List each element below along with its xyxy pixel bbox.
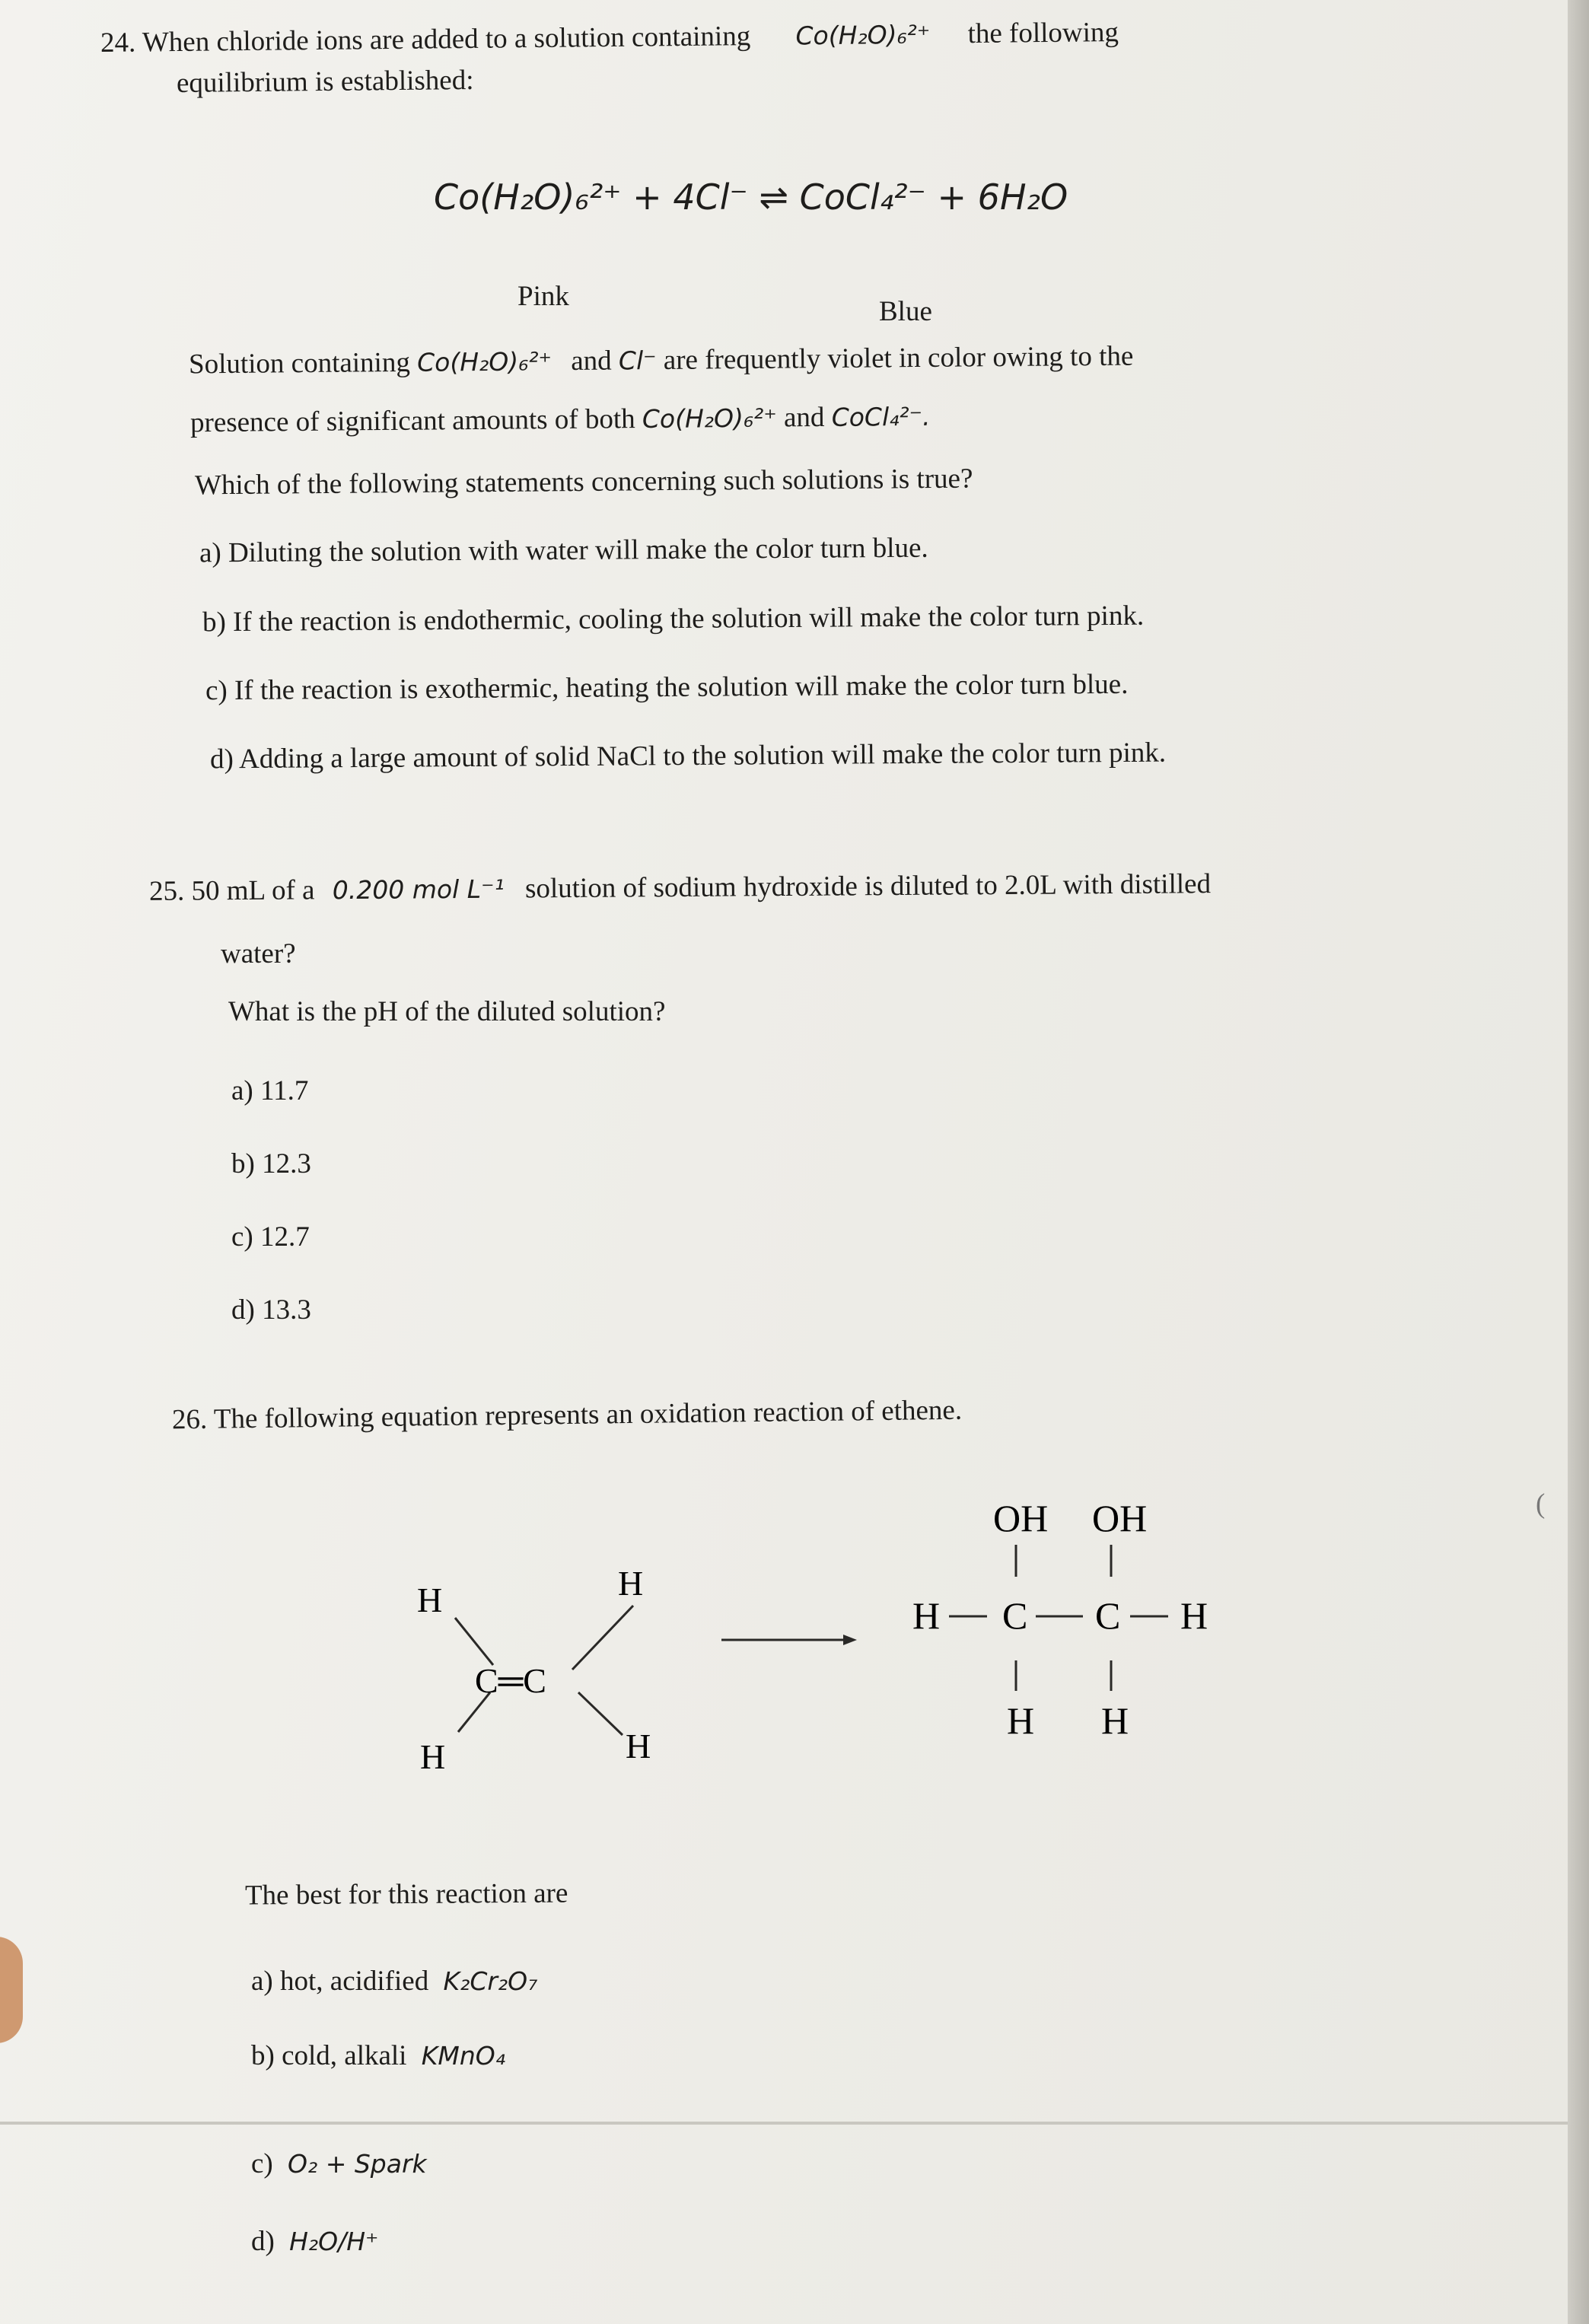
product-h-right: H <box>1180 1594 1208 1637</box>
q24-label-pink: Pink <box>517 281 569 312</box>
q25-option-c[interactable]: c) 12.7 <box>231 1221 310 1253</box>
ethene-h-bottom-right: H <box>626 1727 651 1765</box>
ethene-h-bottom-left: H <box>420 1737 446 1776</box>
ethene-h-top-left: H <box>417 1581 443 1619</box>
q26-number: 26. <box>171 1403 208 1436</box>
ethene-bond-tr <box>572 1606 633 1670</box>
q26-reagent-d: H₂O/H⁺ <box>289 2227 379 2256</box>
q26-option-c[interactable]: c) O₂ + Spark <box>251 2148 427 2179</box>
page-fold <box>0 2122 1568 2125</box>
q26-reagent-c: O₂ + Spark <box>288 2149 427 2179</box>
q24-label-blue: Blue <box>879 296 932 327</box>
q24-intro-line2: equilibrium is established: <box>176 64 474 100</box>
product-oh-2: OH <box>1092 1497 1148 1539</box>
q25-line1: 25. 50 mL of a 0.200 mol L⁻¹ solution of sodium hydroxide is diluted to 2.0L with distilled <box>148 868 1212 907</box>
ethene-structure <box>396 1552 715 1781</box>
q26-intro: 26. The following equation represents an oxidation reaction of ethene. <box>171 1394 963 1436</box>
q24-stmt-ion1: Co(H₂O)₆²⁺ <box>416 346 552 377</box>
arrow-head-icon <box>843 1635 857 1645</box>
margin-mark: ( <box>1536 1488 1546 1520</box>
ethene-double-bond: C═C <box>475 1661 546 1700</box>
product-carbon-2: C <box>1095 1594 1121 1637</box>
ethene-bond-tl <box>455 1618 493 1665</box>
q26-option-b[interactable]: b) cold, alkali KMnO₄ <box>251 2040 505 2071</box>
q24-number: 24. <box>100 27 136 59</box>
q26-reagent-b: KMnO₄ <box>421 2041 505 2071</box>
q26-option-d[interactable]: d) H₂O/H⁺ <box>251 2226 379 2257</box>
product-carbon-1: C <box>1002 1594 1028 1637</box>
q25-option-a[interactable]: a) 11.7 <box>231 1075 309 1106</box>
ethene-bond-br <box>578 1692 623 1735</box>
product-h-bottom-1: H <box>1007 1699 1035 1742</box>
q24-question: Which of the following statements concerning such solutions is true? <box>194 463 973 501</box>
q24-option-a[interactable]: a) Diluting the solution with water will make the color turn blue. <box>199 532 928 569</box>
q24-stmt-ion2: Cl⁻ <box>618 345 657 376</box>
q24-statement-line2: presence of significant amounts of both Co(H₂O)₆²⁺ and CoCl₄²⁻. <box>189 401 931 439</box>
q24-intro-text2: the following <box>967 16 1119 50</box>
q24-stmt-ion4: CoCl₄²⁻. <box>831 401 931 432</box>
q24-option-c[interactable]: c) If the reaction is exothermic, heating the solution will make the color turn blue. <box>205 668 1129 707</box>
product-oh-1: OH <box>993 1497 1049 1539</box>
reaction-arrow <box>721 1628 858 1651</box>
q24-equation: Co(H₂O)₆²⁺ + 4Cl⁻ ⇌ CoCl₄²⁻ + 6H₂O <box>434 177 1068 218</box>
q24-intro-text: When chloride ions are added to a solution containing <box>142 21 751 59</box>
product-h-left: H <box>912 1594 941 1637</box>
thumb-shadow <box>0 1937 23 2043</box>
ethanediol-structure <box>902 1491 1237 1765</box>
q24-intro-ion: Co(H₂O)₆²⁺ <box>795 19 931 51</box>
q25-option-d[interactable]: d) 13.3 <box>231 1294 311 1326</box>
q26-option-a[interactable]: a) hot, acidified K₂Cr₂O₇ <box>251 1966 538 1997</box>
q25-number: 25. <box>148 875 185 907</box>
q25-line2: water? <box>221 938 296 969</box>
q26-reagent-a: K₂Cr₂O₇ <box>443 1966 538 1996</box>
q24-stmt-ion3: Co(H₂O)₆²⁺ <box>642 403 777 435</box>
q25-option-b[interactable]: b) 12.3 <box>231 1148 311 1180</box>
ethene-h-top-right: H <box>618 1564 644 1603</box>
q24-option-b[interactable]: b) If the reaction is endothermic, cooling the solution will make the color turn pink. <box>202 600 1145 638</box>
q25-concentration: 0.200 mol L⁻¹ <box>332 874 505 906</box>
q25-question: What is the pH of the diluted solution? <box>228 996 666 1027</box>
page-edge-shadow <box>1568 0 1589 2324</box>
product-h-bottom-2: H <box>1101 1699 1129 1742</box>
q24-statement-line1: Solution containing Co(H₂O)₆²⁺ and Cl⁻ are frequently violet in color owing to the <box>188 340 1134 380</box>
q26-question: The best for this reaction are <box>244 1877 568 1912</box>
q24-option-d[interactable]: d) Adding a large amount of solid NaCl to the solution will make the color turn pink. <box>209 737 1167 775</box>
